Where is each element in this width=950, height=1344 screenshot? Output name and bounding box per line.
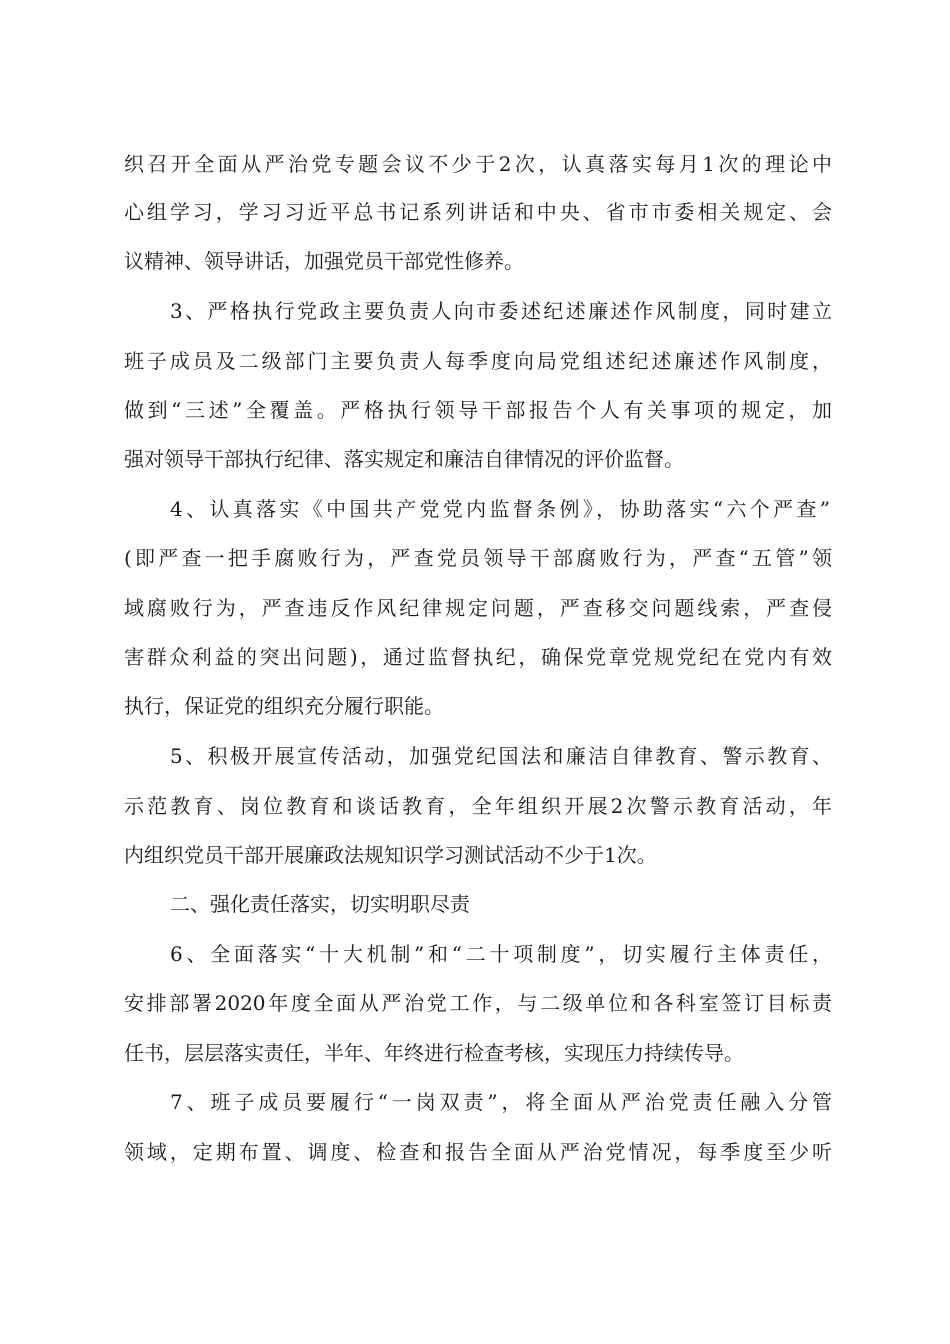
paragraph-start-line: 4、认真落实《中国共产党党内监督条例》，协助落实“六个严查” bbox=[170, 497, 830, 521]
text-line: 示范教育、岗位教育和谈话教育，全年组织开展2次警示教育活动，年 bbox=[124, 794, 832, 818]
section-heading: 二、强化责任落实，切实明职尽责 bbox=[170, 892, 470, 916]
paragraph-start-line: 6、全面落实“十大机制”和“二十项制度”，切实履行主体责任， bbox=[170, 942, 832, 966]
paragraph-start-line: 5、积极开展宣传活动，加强党纪国法和廉洁自律教育、警示教育、 bbox=[170, 744, 832, 768]
text-line: 执行，保证党的组织充分履行职能。 bbox=[124, 694, 444, 718]
text-line: 领域，定期布置、调度、检查和报告全面从严治党情况，每季度至少听 bbox=[124, 1140, 832, 1164]
text-line: 安排部署2020年度全面从严治党工作，与二级单位和各科室签订目标责 bbox=[124, 991, 832, 1015]
paragraph-start-line: 7、班子成员要履行“一岗双责”，将全面从严治党责任融入分管 bbox=[170, 1090, 832, 1114]
paragraph-start-line: 3、严格执行党政主要负责人向市委述纪述廉述作风制度，同时建立 bbox=[170, 299, 832, 323]
text-line: 域腐败行为，严查违反作风纪律规定问题，严查移交问题线索，严查侵 bbox=[124, 596, 832, 620]
text-line: 班子成员及二级部门主要负责人每季度向局党组述纪述廉述作风制度， bbox=[124, 349, 832, 373]
text-line: 害群众利益的突出问题)，通过监督执纪，确保党章党规党纪在党内有效 bbox=[124, 645, 832, 669]
text-line: 任书，层层落实责任，半年、年终进行检查考核，实现压力持续传导。 bbox=[124, 1041, 744, 1065]
text-line: 织召开全面从严治党专题会议不少于2次，认真落实每月1次的理论中 bbox=[124, 152, 832, 176]
text-line: 心组学习，学习习近平总书记系列讲话和中央、省市市委相关规定、会 bbox=[124, 200, 832, 224]
text-line: 做到“三述”全覆盖。严格执行领导干部报告个人有关事项的规定，加 bbox=[124, 398, 832, 422]
text-line: 议精神、领导讲话，加强党员干部党性修养。 bbox=[124, 249, 524, 273]
text-line: (即严查一把手腐败行为，严查党员领导干部腐败行为，严查“五管”领 bbox=[124, 546, 832, 570]
text-line: 内组织党员干部开展廉政法规知识学习测试活动不少于1次。 bbox=[124, 843, 657, 867]
text-line: 强对领导干部执行纪律、落实规定和廉洁自律情况的评价监督。 bbox=[124, 447, 684, 471]
